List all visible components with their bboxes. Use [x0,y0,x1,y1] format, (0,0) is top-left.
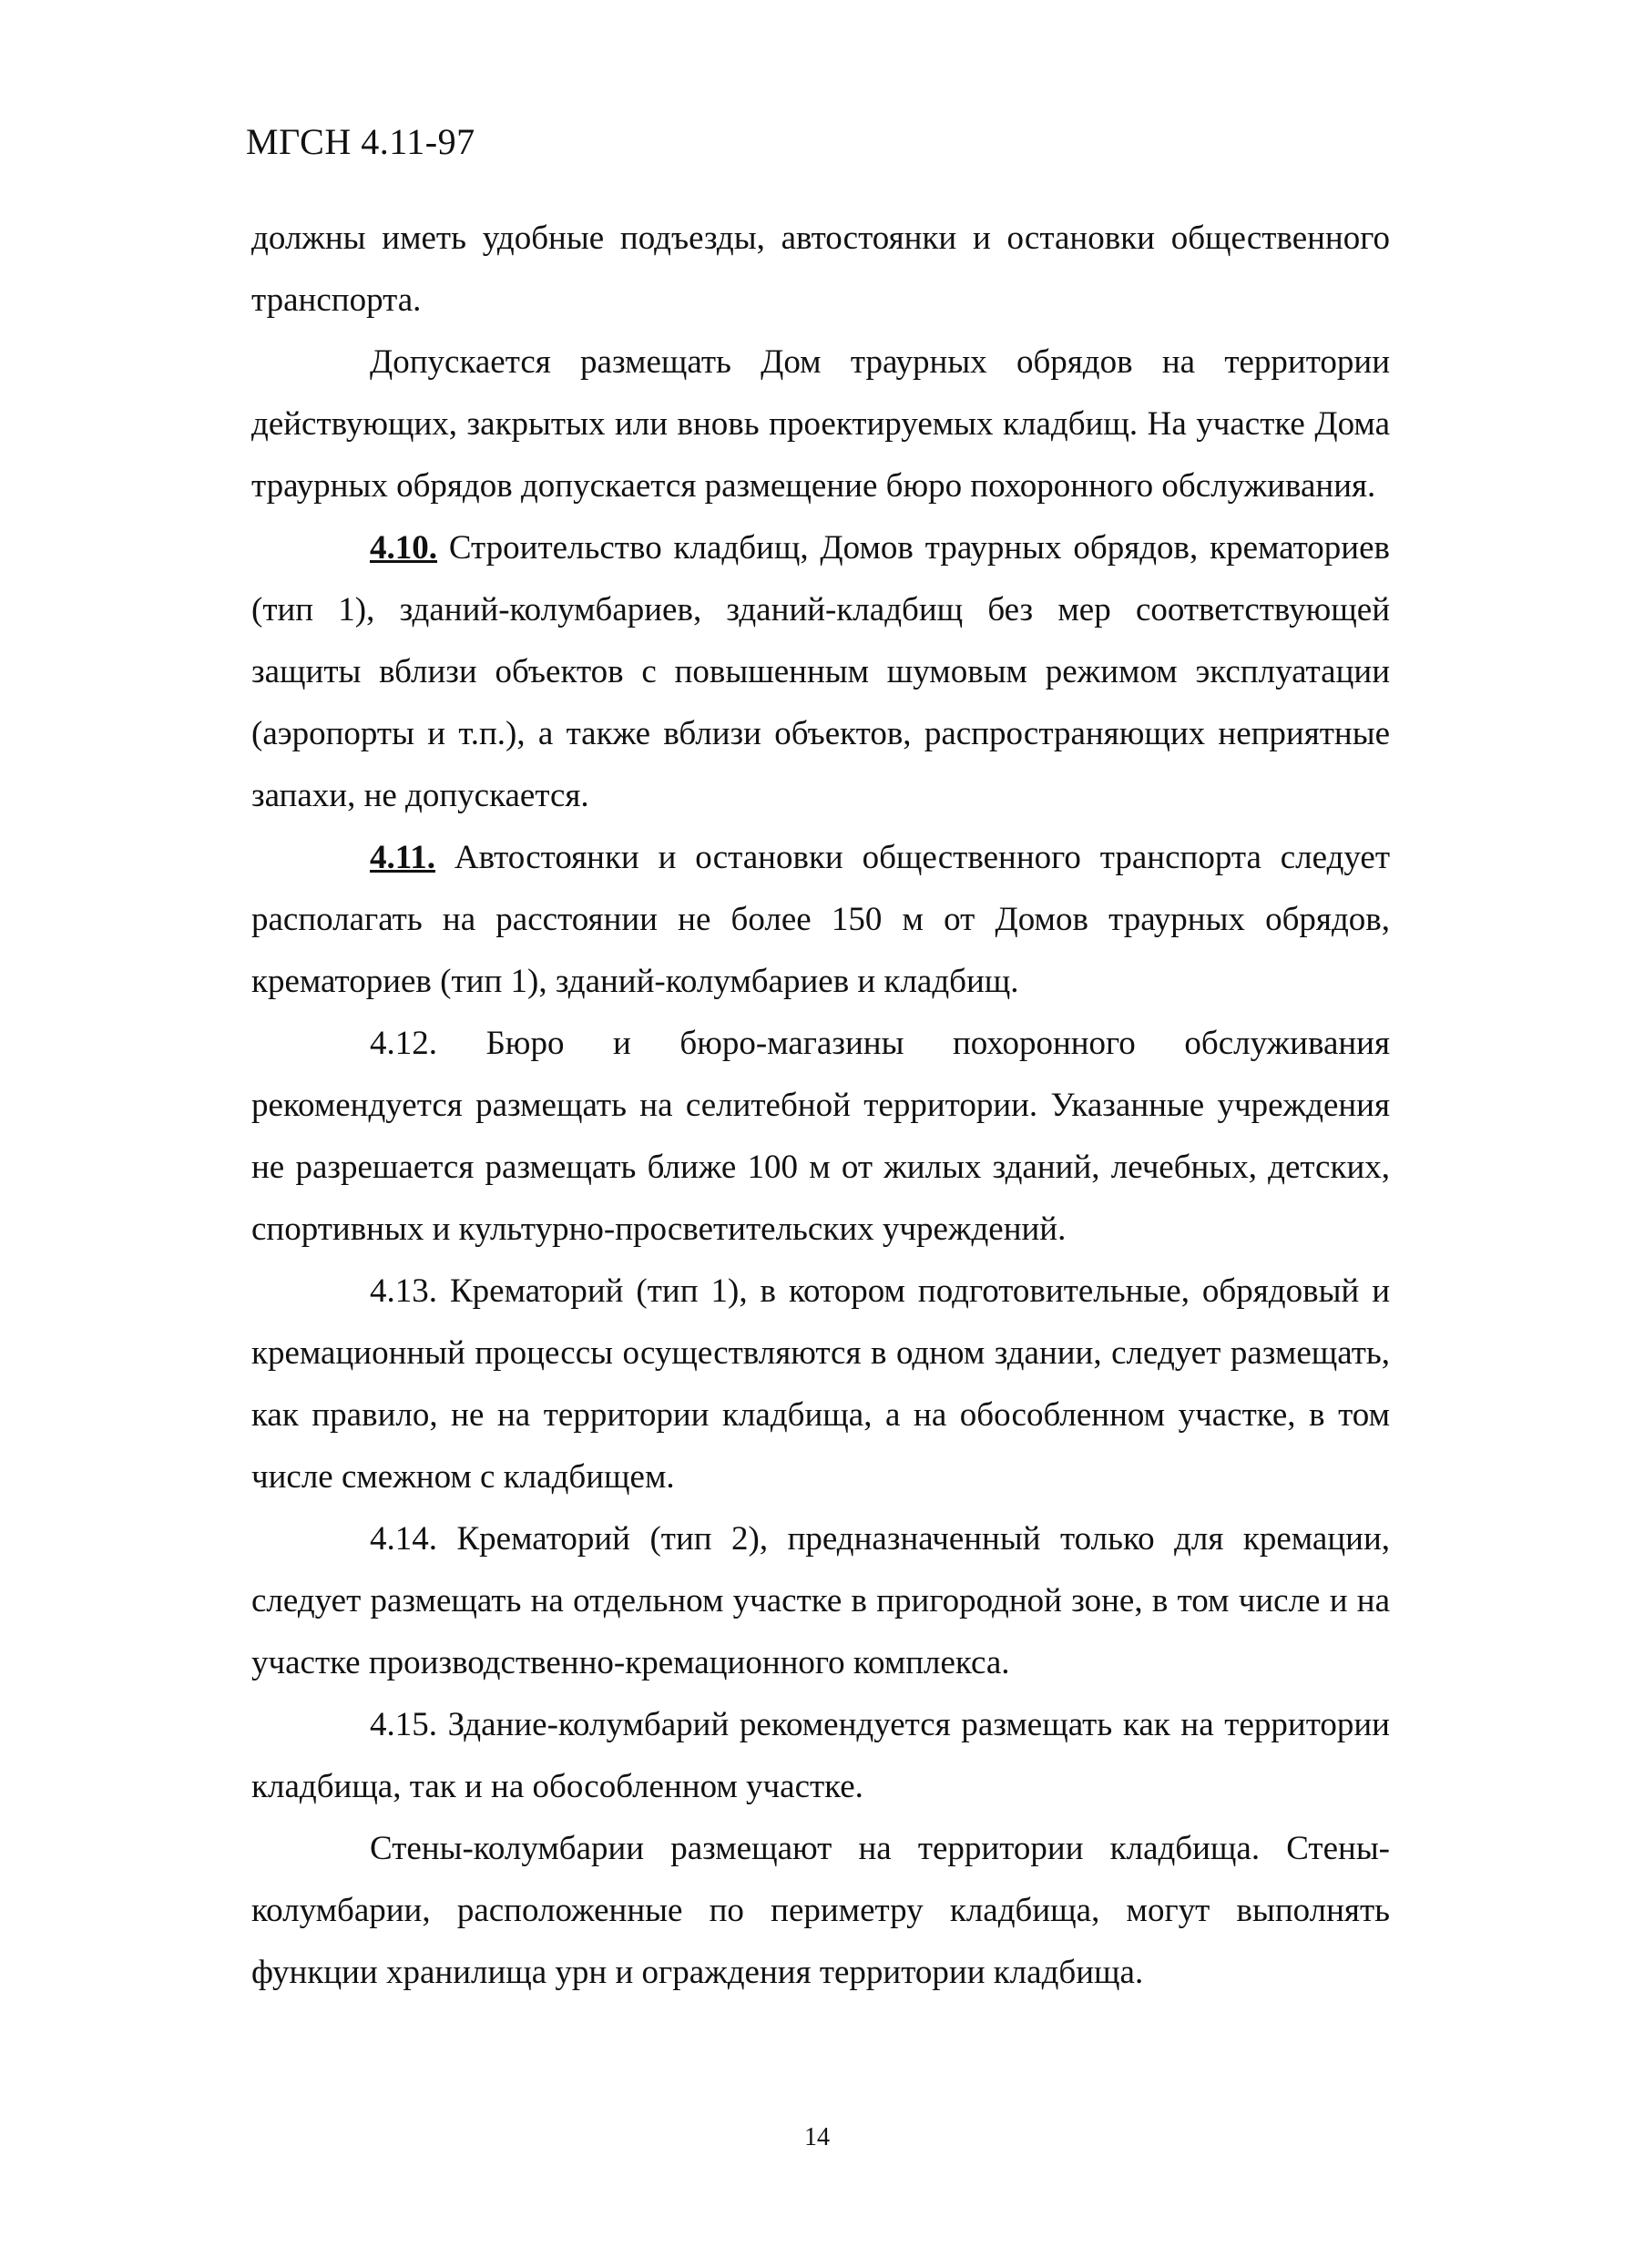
clause-text: Строительство кладбищ, Домов траурных обрядов, крематориев (тип 1), зданий-колумбариев, зданий-кладбищ без мер соответствующей защиты вблизи объектов с повышенным шумовым режимом эксплуатации (аэропорты и т.п.), а также вблизи объектов, распространяющих неприятные запахи, не допускается. [251,529,1390,814]
paragraph-columbarium-walls [251,1818,1390,2004]
paragraph-text: Допускается размещать Дом траурных обрядов на территории действующих, закрытых или вновь проектируемых кладбищ. На участке Дома траурных обрядов допускается размещение бюро похоронного обслуживания. [251,343,1390,505]
clause-number: 4.10. [370,529,437,567]
clause-4-12 [251,1013,1390,1261]
clause-text: Автостоянки и остановки общественного транспорта следует располагать на расстоянии не более 150 м от Домов траурных обрядов, крематориев (тип 1), зданий-колумбариев и кладбищ. [251,839,1391,1000]
clause-number: 4.11. [370,839,435,876]
clause-4-15 [251,1694,1390,1818]
clause-4-14 [251,1508,1390,1694]
paragraph-funeral-home-placement [251,332,1390,517]
clause-text: 4.13. Крематорий (тип 1), в котором подготовительные, обрядовый и кремационный процессы осуществляются в одном здании, следует размещать, как правило, не на территории кладбища, а на обособленном участке, в том числе смежном с кладбищем. [251,1272,1390,1496]
clause-4-13 [251,1261,1390,1508]
document-body [251,208,1390,2004]
clause-4-11 [251,827,1390,1013]
clause-text: 4.12. Бюро и бюро-магазины похоронного обслуживания рекомендуется размещать на селитебной территории. Указанные учреждения не разрешается размещать ближе 100 м от жилых зданий, лечебных, детских, спортивных и культурно-просветительских учреждений. [251,1025,1390,1248]
document-code-header: МГСН 4.11-97 [246,121,475,162]
clause-text: 4.14. Крематорий (тип 2), предназначенный только для кремации, следует размещать на отдельном участке в пригородной зоне, в том числе и на участке производственно-кремационного комплекса. [251,1520,1390,1681]
paragraph-continuation [251,208,1390,332]
paragraph-text: Стены-колумбарии размещают на территории кладбища. Стены-колумбарии, расположенные по периметру кладбища, могут выполнять функции хранилища урн и ограждения территории кладбища. [251,1830,1390,1991]
clause-4-10 [251,517,1390,827]
page-number: 14 [804,2123,830,2151]
paragraph-text: должны иметь удобные подъезды, автостоянки и остановки общественного транспорта. [251,220,1390,319]
clause-text: 4.15. Здание-колумбарий рекомендуется размещать как на территории кладбища, так и на обособленном участке. [251,1706,1390,1805]
